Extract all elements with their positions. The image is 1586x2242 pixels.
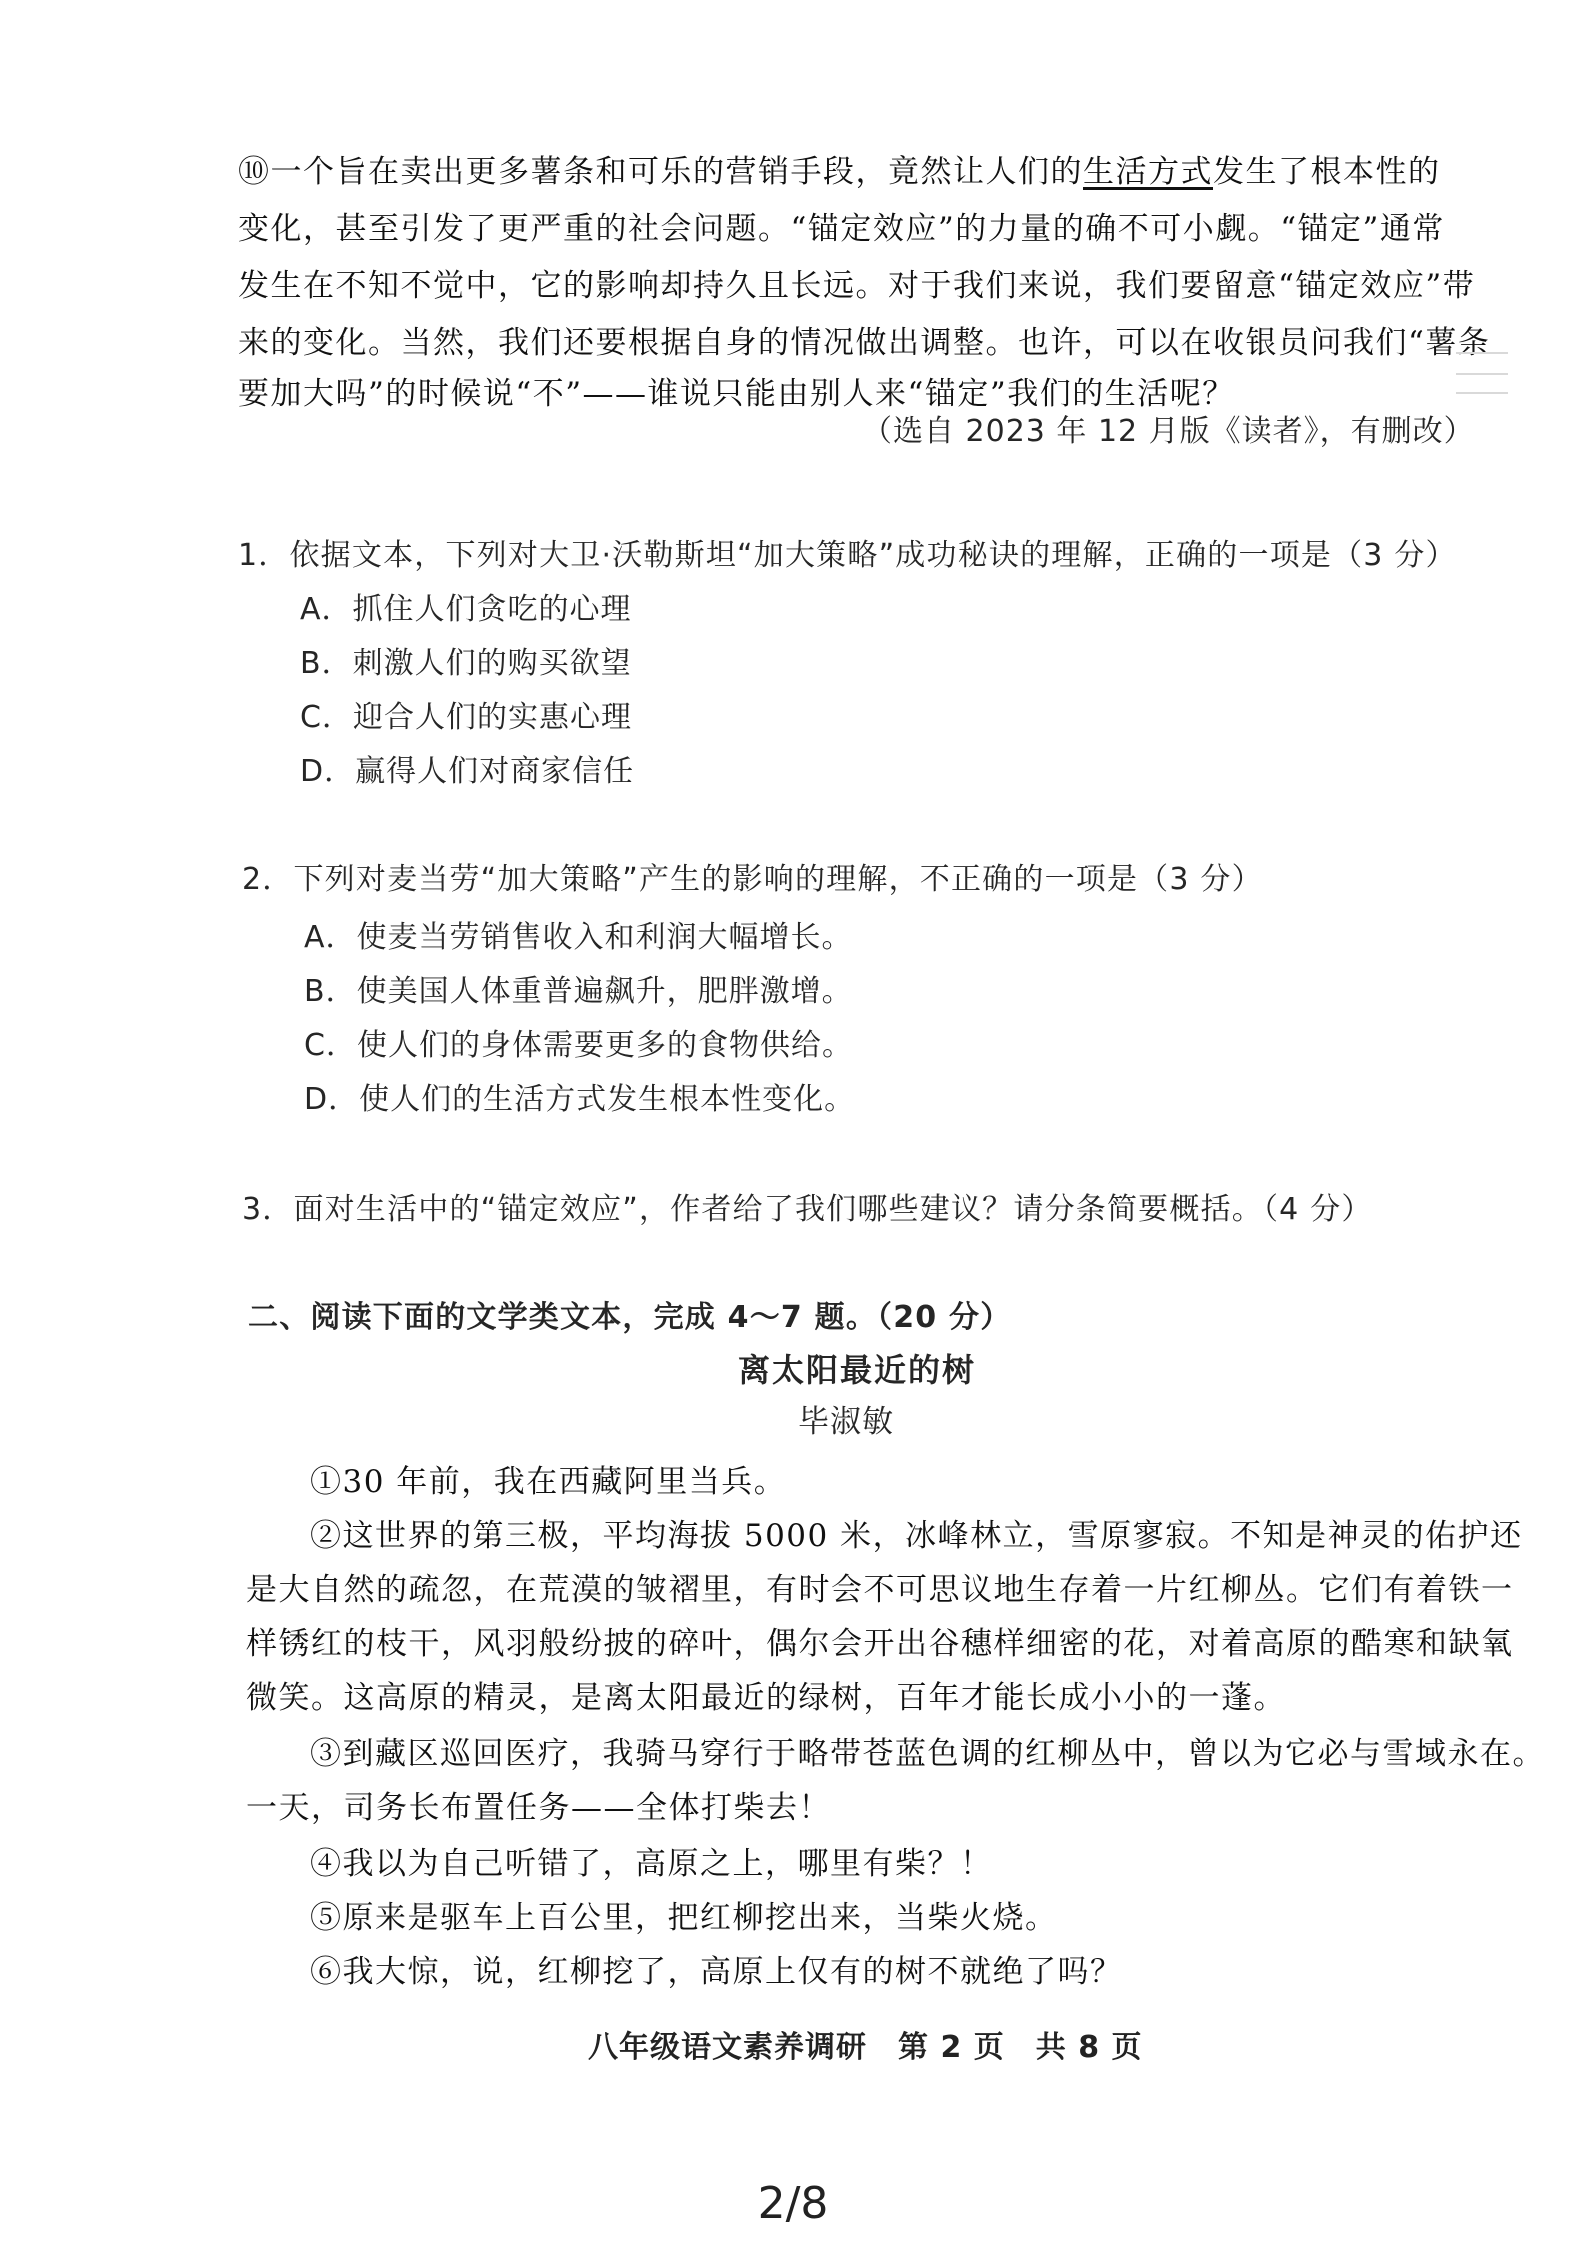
option-b: B．使美国人体重普遍飙升，肥胖激增。	[304, 974, 853, 1009]
passage-text: 发生了根本性的	[1213, 154, 1441, 190]
question-stem: 2．下列对麦当劳“加大策略”产生的影响的理解，不正确的一项是（3 分）	[242, 862, 1263, 897]
paragraph-line: ②这世界的第三极，平均海拔 5000 米，冰峰林立，雪原寥寂。不知是神灵的佑护还	[310, 1518, 1523, 1554]
text-title: 离太阳最近的树	[738, 1351, 977, 1389]
paragraph-line: 样锈红的枝干，风羽般纷披的碎叶，偶尔会开出谷穗样细密的花，对着高原的酷寒和缺氧	[246, 1626, 1514, 1662]
paragraph-line: ①30 年前，我在西藏阿里当兵。	[310, 1464, 787, 1500]
paragraph-line: ⑥我大惊，说，红柳挖了，高原上仅有的树不就绝了吗？	[310, 1954, 1123, 1990]
passage-line: 变化，甚至引发了更严重的社会问题。“锚定效应”的力量的确不可小觑。“锚定”通常	[238, 211, 1445, 247]
paragraph-line: 一天，司务长布置任务——全体打柴去！	[246, 1790, 831, 1826]
margin-mark	[1456, 373, 1508, 375]
passage-line: 发生在不知不觉中，它的影响却持久且长远。对于我们来说，我们要留意“锚定效应”带	[238, 268, 1476, 304]
passage-text: ⑩一个旨在卖出更多薯条和可乐的营销手段，竟然让人们的	[238, 154, 1083, 190]
option-c: C．使人们的身体需要更多的食物供给。	[304, 1028, 853, 1063]
paragraph-line: 微笑。这高原的精灵，是离太阳最近的绿树，百年才能长成小小的一蓬。	[246, 1680, 1286, 1716]
passage-line: 来的变化。当然，我们还要根据自身的情况做出调整。也许，可以在收银员问我们“薯条	[238, 325, 1491, 361]
section-heading: 二、阅读下面的文学类文本，完成 4～7 题。（20 分）	[248, 1300, 1012, 1335]
option-c: C．迎合人们的实惠心理	[300, 700, 632, 735]
paragraph-line: ④我以为自己听错了，高原之上，哪里有柴？！	[310, 1846, 993, 1882]
page-indicator: 2/8	[757, 2178, 829, 2229]
source-citation: （选自 2023 年 12 月版《读者》，有删改）	[862, 414, 1475, 449]
question-stem: 1．依据文本，下列对大卫·沃勒斯坦“加大策略”成功秘诀的理解，正确的一项是（3 分）	[238, 538, 1457, 573]
passage-line: 要加大吗”的时候说“不”——谁说只能由别人来“锚定”我们的生活呢？	[238, 376, 1235, 412]
paragraph-line: 是大自然的疏忽，在荒漠的皱褶里，有时会不可思议地生存着一片红柳丛。它们有着铁一	[246, 1572, 1514, 1608]
underlined-phrase: 生活方式	[1083, 154, 1213, 190]
option-d: D．使人们的生活方式发生根本性变化。	[304, 1082, 856, 1117]
option-b: B．刺激人们的购买欲望	[300, 646, 632, 681]
text-author: 毕淑敏	[798, 1404, 894, 1440]
option-a: A．使麦当劳销售收入和利润大幅增长。	[304, 920, 853, 955]
option-a: A．抓住人们贪吃的心理	[300, 592, 632, 627]
margin-mark	[1456, 352, 1508, 354]
paragraph-line: ③到藏区巡回医疗，我骑马穿行于略带苍蓝色调的红柳丛中，曾以为它必与雪域永在。	[310, 1736, 1545, 1772]
paragraph-line: ⑤原来是驱车上百公里，把红柳挖出来，当柴火烧。	[310, 1900, 1058, 1936]
question-stem: 3．面对生活中的“锚定效应”，作者给了我们哪些建议？请分条简要概括。（4 分）	[242, 1192, 1373, 1227]
passage-line	[238, 152, 1441, 192]
option-d: D．赢得人们对商家信任	[300, 754, 635, 789]
page-footer: 八年级语文素养调研 第 2 页 共 8 页	[588, 2030, 1143, 2065]
margin-mark	[1456, 392, 1508, 394]
